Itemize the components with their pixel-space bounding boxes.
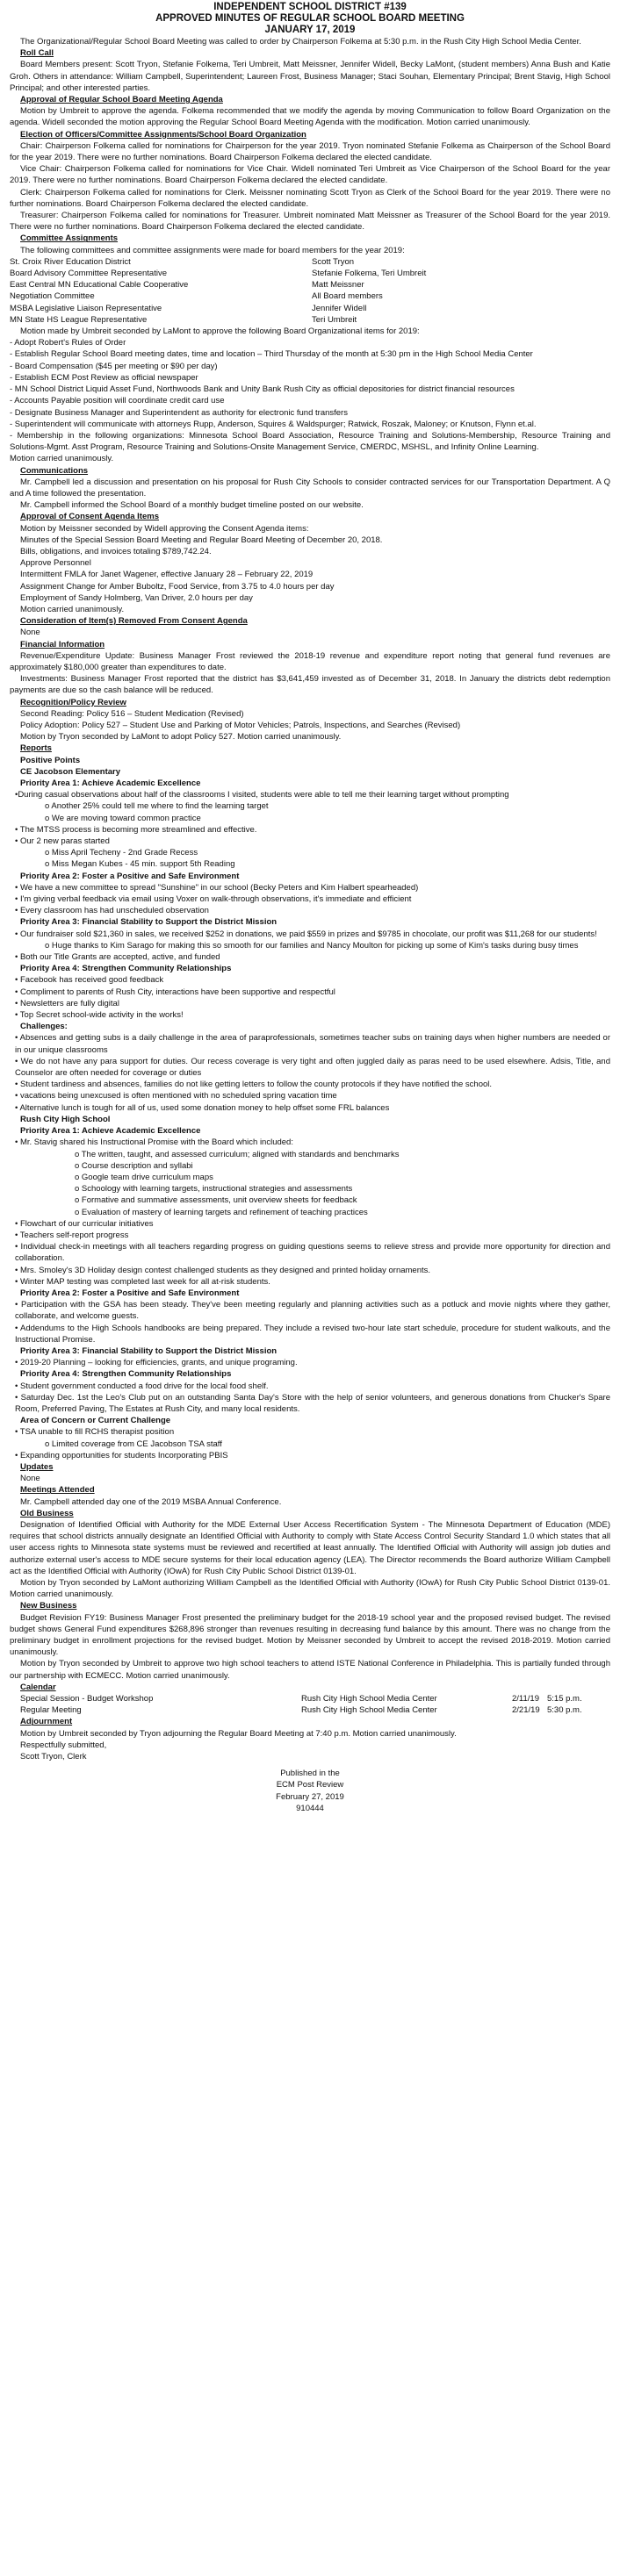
meeting-date: JANUARY 17, 2019 xyxy=(264,25,356,35)
list-item: • Expanding opportunities for students Incorporating PBIS xyxy=(15,1450,228,1460)
org-item: - Superintendent will communicate with attorneys Rupp, Anderson, Squires & Waldspurger; Ratwick, Roszak, Maloney; or Knutson, Flynn et.al. xyxy=(10,419,537,429)
election-heading: Election of Officers/Committee Assignments/School Board Organization xyxy=(20,129,306,140)
hs-priority-4-heading: Priority Area 4: Strengthen Community Relationships xyxy=(20,1369,232,1380)
jacobson-priority-1-heading: Priority Area 1: Achieve Academic Excellence xyxy=(20,779,201,788)
calendar-row xyxy=(10,1693,610,1704)
committee-row xyxy=(10,268,610,279)
old-business-heading: Old Business xyxy=(20,1508,74,1518)
hs-priority-3-heading: Priority Area 3: Financial Stability to Support the District Mission xyxy=(20,1345,278,1356)
list-item: o Course description and syllabi xyxy=(75,1160,193,1171)
policy-motion: Motion by Tryon seconded by LaMont to adopt Policy 527. Motion carried unanimously. xyxy=(20,732,342,743)
list-item: • Top Secret school-wide activity in the works! xyxy=(15,1010,184,1021)
list-item: • Alternative lunch is tough for all of us, used some donation money to help offset some FRL balances xyxy=(15,1102,390,1113)
old-business-p1: Designation of Identified Official with Authority for the MDE External User Access Recertification System - The Minnesota Department of Education (MDE) requires that school districts annually designate an Identified Official with Authority to comply with State Access Control Security Standard 1.0 which states that all user access rights to Minnesota state systems must be reviewed and recertified at least annually. The Identified Official with Authority will assign job duties and authorize external user's access to MDE secure systems for their local education agency (LEA). The Director recommends the Board authorize William Campbell act as the Identified Official with Authority (IOwA) for Rush City Public School District 0139-01. xyxy=(10,1520,610,1576)
jacobson-priority-3-list xyxy=(10,929,610,964)
list-item: • Flowchart of our curricular initiatives xyxy=(15,1218,154,1229)
election-treasurer: Treasurer: Chairperson Folkema called for nominations for Treasurer. Umbreit nominated Matt Meissner as Treasurer of the School Board for the year 2019. There were no further nominations. Board Chairperson Folkema declared the elected candidate. xyxy=(10,211,610,233)
list-item: • Every classroom has had unscheduled observation xyxy=(15,906,209,916)
consent-line: Minutes of the Special Session Board Meeting and Regular Board Meeting of December 20, 2018. xyxy=(20,535,383,545)
communications-heading: Communications xyxy=(20,465,89,476)
new-business-p1: Budget Revision FY19: Business Manager Frost presented the preliminary budget for the 2018-19 school year and the proposed revised budget. The revised budget shows General Fund expenditures $268,896 stronger than revenues resulting in decreasing fund balance by this amount. There was no change from the preliminary budget in enrollment projections for the revised budget. Motion by Meissner seconded by Umbreit to accept the revised 2018-2019. Motion carried unanimously. xyxy=(10,1612,610,1658)
list-item: • Absences and getting subs is a daily challenge in the area of paraprofessionals, sometimes teacher subs on training days when higher numbers are needed or in our unique classrooms xyxy=(15,1033,610,1055)
updates-text: None xyxy=(20,1474,40,1484)
list-item: o Google team drive curriculum maps xyxy=(75,1172,213,1182)
committee-members: Jennifer Widell xyxy=(312,303,367,313)
new-business-heading: New Business xyxy=(20,1601,77,1611)
list-item: • We have a new committee to spread "Sunshine" in our school (Becky Peters and Kim Halbert spearheaded) xyxy=(15,882,419,893)
committee-members: Matt Meissner xyxy=(312,280,364,291)
high-school-heading: Rush City High School xyxy=(20,1114,111,1124)
committees-motion: Motion made by Umbreit seconded by LaMont to approve the following Board Organizational items for 2019: xyxy=(20,326,420,337)
consent-line: Motion by Meissner seconded by Widell approving the Consent Agenda items: xyxy=(20,523,309,534)
hs-priority-1-list xyxy=(10,1137,610,1288)
agenda-heading: Approval of Regular School Board Meeting Agenda xyxy=(20,95,223,105)
calendar-event: Regular Meeting xyxy=(20,1705,82,1716)
calendar-heading: Calendar xyxy=(20,1682,56,1692)
updates-heading: Updates xyxy=(20,1461,54,1472)
committees-heading: Committee Assignments xyxy=(20,233,119,244)
roll-call-heading: Roll Call xyxy=(20,48,54,59)
org-item: - MN School District Liquid Asset Fund, Northwoods Bank and Unity Bank Rush City as official depositories for district financial resources xyxy=(10,384,515,395)
committee-name: East Central MN Educational Cable Cooperative xyxy=(10,280,189,291)
list-item: o Limited coverage from CE Jacobson TSA staff xyxy=(45,1439,222,1449)
calendar-date: 2/11/19 xyxy=(512,1694,539,1704)
jacobson-priority-1-list xyxy=(10,789,610,870)
committee-name: Negotiation Committee xyxy=(10,291,95,302)
list-item: • The MTSS process is becoming more streamlined and effective. xyxy=(15,824,257,835)
list-item: • TSA unable to fill RCHS therapist position xyxy=(15,1427,175,1438)
committee-members: Teri Umbreit xyxy=(312,314,357,325)
committee-name: MSBA Legislative Liaison Representative xyxy=(10,303,162,313)
committees-carried: Motion carried unanimously. xyxy=(10,454,114,464)
org-item: - Board Compensation ($45 per meeting or $90 per day) xyxy=(10,361,218,371)
jacobson-priority-4-heading: Priority Area 4: Strengthen Community Relationships xyxy=(20,964,232,974)
calendar-time: 5:15 p.m. xyxy=(547,1694,582,1704)
financial-investments: Investments: Business Manager Frost reported that the district has $3,641,459 invested as of December 31, 2018. In January the districts debt redemption payments are due so the cash balance will be reduced. xyxy=(10,674,610,696)
list-item: o Formative and summative assessments, unit overview sheets for feedback xyxy=(75,1195,357,1206)
committee-name: St. Croix River Education District xyxy=(10,256,131,267)
old-business-p2: Motion by Tryon seconded by LaMont authorizing William Campbell as the Identified Official with Authority (IOwA) for Rush City Public School District 0139-01. Motion carried unanimously. xyxy=(10,1578,610,1600)
list-item: o Another 25% could tell me where to find the learning target xyxy=(45,801,269,812)
list-item: • Teachers self-report progress xyxy=(15,1230,129,1240)
consent-heading: Approval of Consent Agenda Items xyxy=(20,512,159,522)
org-item: - Establish ECM Post Review as official newspaper xyxy=(10,372,198,383)
hs-priority-2-heading: Priority Area 2: Foster a Positive and Safe Environment xyxy=(20,1288,240,1298)
financial-heading: Financial Information xyxy=(20,639,105,649)
list-item: • Newsletters are fully digital xyxy=(15,998,119,1008)
list-item: • Student government conducted a food drive for the local food shelf. xyxy=(15,1381,269,1391)
removed-items-text: None xyxy=(20,628,40,638)
policy-second-reading: Second Reading: Policy 516 – Student Medication (Revised) xyxy=(20,708,244,719)
org-item: - Accounts Payable position will coordinate credit card use xyxy=(10,396,225,406)
calendar-location: Rush City High School Media Center xyxy=(301,1694,437,1704)
list-item: • Our 2 new paras started xyxy=(15,836,110,847)
committee-members: Scott Tryon xyxy=(312,256,355,267)
calendar-row xyxy=(10,1704,610,1716)
minutes-title: APPROVED MINUTES OF REGULAR SCHOOL BOARD MEETING xyxy=(155,13,465,24)
jacobson-challenges-list xyxy=(10,1032,610,1113)
list-item: • Participation with the GSA has been steady. They've been meeting regularly and planning activities such as a potluck and movie nights where they gather, collaborate, and welcome guests. xyxy=(15,1300,610,1322)
committee-row xyxy=(10,279,610,291)
committee-name: MN State HS League Representative xyxy=(10,314,148,325)
agenda-text: Motion by Umbreit to approve the agenda. Folkema recommended that we modify the agenda by moving Communication to follow Board Organization on the agenda. Widell seconded the motion approving the Regular School Board Meeting Agenda with the modification. Motion carried unanimously. xyxy=(10,106,610,128)
org-item: - Membership in the following organizations: Minnesota School Board Association, Resource Training and Solutions-Membership, Resource Training and Solutions-Mgmt. Asst Program, Resource Training and Solutions-Onsite Management Service, CMERDC, MSHSL, and Infinity Online Learning. xyxy=(10,430,610,453)
consent-line: Employment of Sandy Holmberg, Van Driver, 2.0 hours per day xyxy=(20,592,253,603)
committee-row xyxy=(10,256,610,268)
meetings-heading: Meetings Attended xyxy=(20,1485,95,1496)
list-item: • Saturday Dec. 1st the Leo's Club put on an outstanding Santa Day's Store with the help of senior volunteers, and generous donations from Chucker's Spare Room, Preferred Paving, The Estates at Rush City, and many local residents. xyxy=(15,1392,610,1414)
committee-name: Board Advisory Committee Representative xyxy=(10,269,167,279)
list-item: • We do not have any para support for duties. Our recess coverage is very tight and often juggled daily as paras need to be used elsewhere. Adsis, Title, and Counselor are often needed for coverage or duties xyxy=(15,1056,610,1079)
newspaper-name: ECM Post Review xyxy=(276,1780,344,1790)
district-title: INDEPENDENT SCHOOL DISTRICT #139 xyxy=(213,2,407,12)
list-item: • vacations being unexcused is often mentioned with no scheduled spring vacation time xyxy=(15,1091,337,1101)
list-item: • Mr. Stavig shared his Instructional Promise with the Board which included: xyxy=(15,1137,293,1148)
jacobson-priority-4-list xyxy=(10,974,610,1021)
jacobson-priority-2-heading: Priority Area 2: Foster a Positive and Safe Environment xyxy=(20,871,240,881)
roll-call-text: Board Members present: Scott Tryon, Stefanie Folkema, Teri Umbreit, Matt Meissner, Jennifer Widell, Becky LaMont, (student members) Anna Bush and Katie Groh. Others in attendance: William Campbell, Superintendent; Laureen Frost, Business Manager; Staci Souhan, Elementary Principal; Brent Stavig, High School Principal; and other interested parties. xyxy=(10,60,610,93)
list-item: o Schoology with learning targets, instructional strategies and assessments xyxy=(75,1184,353,1195)
jacobson-priority-2-list xyxy=(10,882,610,917)
financial-revenue: Revenue/Expenditure Update: Business Manager Frost reviewed the 2018-19 revenue and expenditure report noting that general fund revenues are approximately $180,000 greater than expenditures to date. xyxy=(10,650,610,672)
committee-table xyxy=(10,256,610,326)
list-item: o Huge thanks to Kim Sarago for making this so smooth for our families and Nancy Moulton for picking up some of Kim's tasks during busy times xyxy=(45,940,579,951)
consent-line: Bills, obligations, and invoices totaling $789,742.24. xyxy=(20,546,212,556)
list-item: • 2019-20 Planning – looking for efficiencies, grants, and unique programing. xyxy=(15,1358,298,1368)
list-item: • Winter MAP testing was completed last week for all at-risk students. xyxy=(15,1276,270,1287)
list-item: o The written, taught, and assessed curriculum; aligned with standards and benchmarks xyxy=(75,1149,400,1159)
hs-priority-4-list xyxy=(10,1381,610,1416)
calendar-location: Rush City High School Media Center xyxy=(301,1705,437,1716)
consent-line: Motion carried unanimously. xyxy=(20,604,125,614)
election-chair: Chair: Chairperson Folkema called for nominations for Chairperson for the year 2019. Tryon nominated Stefanie Folkema as Chairperson of the School Board for the year 2019. There were no further nominations. Board Chairperson Folkema declared the elected candidate. xyxy=(10,140,610,163)
closing-line: Respectfully submitted, xyxy=(20,1740,107,1750)
intro-paragraph: The Organizational/Regular School Board Meeting was called to order by Chairperson Folkema at 5:30 p.m. in the Rush City High School Media Center. xyxy=(20,37,581,47)
consent-line: Intermittent FMLA for Janet Wagener, effective January 28 – February 22, 2019 xyxy=(20,570,314,580)
hs-priority-2-list xyxy=(10,1299,610,1345)
org-item: - Establish Regular School Board meeting dates, time and location – Third Thursday of the month at 5:30 pm in the High School Media Center xyxy=(10,349,533,360)
communications-p2: Mr. Campbell informed the School Board of a monthly budget timeline posted on our website. xyxy=(20,500,364,511)
list-item: •During casual observations about half of the classrooms I visited, students were able to tell me their learning target without prompting xyxy=(15,790,509,800)
publication-date: February 27, 2019 xyxy=(276,1791,344,1802)
consent-line: Assignment Change for Amber Buboltz, Food Service, from 3.75 to 4.0 hours per day xyxy=(20,581,335,592)
list-item: • Compliment to parents of Rush City, interactions have been supportive and respectful xyxy=(15,987,335,997)
list-item: • Mrs. Smoley's 3D Holiday design contest challenged students as they designed and printed holiday ornaments. xyxy=(15,1265,431,1275)
hs-concern-heading: Area of Concern or Current Challenge xyxy=(20,1416,171,1426)
hs-priority-1-heading: Priority Area 1: Achieve Academic Excellence xyxy=(20,1126,201,1137)
org-item: - Adopt Robert's Rules of Order xyxy=(10,338,126,348)
committee-row xyxy=(10,291,610,302)
removed-items-heading: Consideration of Item(s) Removed From Consent Agenda xyxy=(20,616,248,627)
notice-number: 910444 xyxy=(296,1803,324,1813)
calendar-time: 5:30 p.m. xyxy=(547,1705,582,1716)
positive-points-heading: Positive Points xyxy=(20,755,81,765)
org-item: - Designate Business Manager and Superintendent as authority for electronic fund transfers xyxy=(10,407,348,418)
committees-intro: The following committees and committee assignments were made for board members for the year 2019: xyxy=(20,245,405,255)
committee-row xyxy=(10,314,610,326)
adjournment-heading: Adjournment xyxy=(20,1717,73,1727)
jacobson-priority-3-heading: Priority Area 3: Financial Stability to Support the District Mission xyxy=(20,917,278,928)
list-item: • Facebook has received good feedback xyxy=(15,975,164,986)
calendar-date: 2/21/19 xyxy=(512,1705,540,1716)
hs-concern-list xyxy=(10,1426,610,1461)
list-item: • Our fundraiser sold $21,360 in sales, we received $252 in donations, we paid $559 in prizes and $9785 in chocolate, our profit was $11,268 for our students! xyxy=(15,929,597,939)
communications-p1: Mr. Campbell led a discussion and presentation on his proposal for Rush City Schools to consider contracted services for our Transportation Department. A Q and A time followed the presentation. xyxy=(10,477,610,499)
list-item: o We are moving toward common practice xyxy=(45,813,201,823)
list-item: o Miss April Techeny - 2nd Grade Recess xyxy=(45,848,198,858)
jacobson-heading: CE Jacobson Elementary xyxy=(20,766,121,777)
publication-line: Published in the xyxy=(280,1769,340,1779)
jacobson-challenges-heading: Challenges: xyxy=(20,1022,68,1032)
policy-heading: Recognition/Policy Review xyxy=(20,697,126,707)
committee-members: Stefanie Folkema, Teri Umbreit xyxy=(312,269,427,279)
notice-header xyxy=(10,2,610,36)
committee-row xyxy=(10,303,610,314)
committee-members: All Board members xyxy=(312,291,383,302)
election-clerk: Clerk: Chairperson Folkema called for nominations for Clerk. Meissner nominating Scott Tryon as Clerk of the School Board for the year 2019. There were no further nominations. Board Chairperson Folkema declared the elected candidate. xyxy=(10,187,610,209)
list-item: • Individual check-in meetings with all teachers regarding progress on guiding questions seems to relieve stress and provide more opportunity for direction and collaboration. xyxy=(15,1242,610,1264)
publication-info xyxy=(10,1768,610,1814)
policy-adoption: Policy Adoption: Policy 527 – Student Use and Parking of Motor Vehicles; Patrols, Inspections, and Searches (Revised) xyxy=(20,720,461,730)
election-vice-chair: Vice Chair: Chairperson Folkema called for nominations for Vice Chair. Widell nominated Teri Umbreit as Vice Chairperson of the School Board for the year 2019. There were no further nominations. Board Chairperson Folkema declared the elected candidate. xyxy=(10,164,610,186)
calendar-event: Special Session - Budget Workshop xyxy=(20,1694,154,1704)
signer-line: Scott Tryon, Clerk xyxy=(20,1752,87,1762)
meetings-text: Mr. Campbell attended day one of the 2019 MSBA Annual Conference. xyxy=(20,1496,282,1507)
list-item: o Evaluation of mastery of learning targets and refinement of teaching practices xyxy=(75,1207,368,1217)
consent-line: Approve Personnel xyxy=(20,558,91,569)
adjournment-text: Motion by Umbreit seconded by Tryon adjourning the Regular Board Meeting at 7:40 p.m. Motion carried unanimously. xyxy=(20,1728,457,1739)
reports-heading: Reports xyxy=(20,743,52,754)
list-item: • Both our Title Grants are accepted, active, and funded xyxy=(15,952,220,963)
hs-priority-3-list xyxy=(10,1357,610,1368)
list-item: • Addendums to the High Schools handbooks are being prepared. They include a revised two-hour late start schedule, procedure for student walkouts, and the Instructional Promise. xyxy=(15,1323,610,1345)
list-item: • I'm giving verbal feedback via email using Voxer on walk-through observations, it's immediate and efficient xyxy=(15,894,412,905)
list-item: o Miss Megan Kubes - 45 min. support 5th Reading xyxy=(45,859,235,870)
list-item: • Student tardiness and absences, families do not like getting letters to follow the county protocols if they have notified the school. xyxy=(15,1080,493,1090)
new-business-p2: Motion by Tryon seconded by Umbreit to approve two high school teachers to attend ISTE National Conference in Philadelphia. This is partially funded through our partnership with ECMECC. Motion carried unanimously. xyxy=(10,1659,610,1681)
